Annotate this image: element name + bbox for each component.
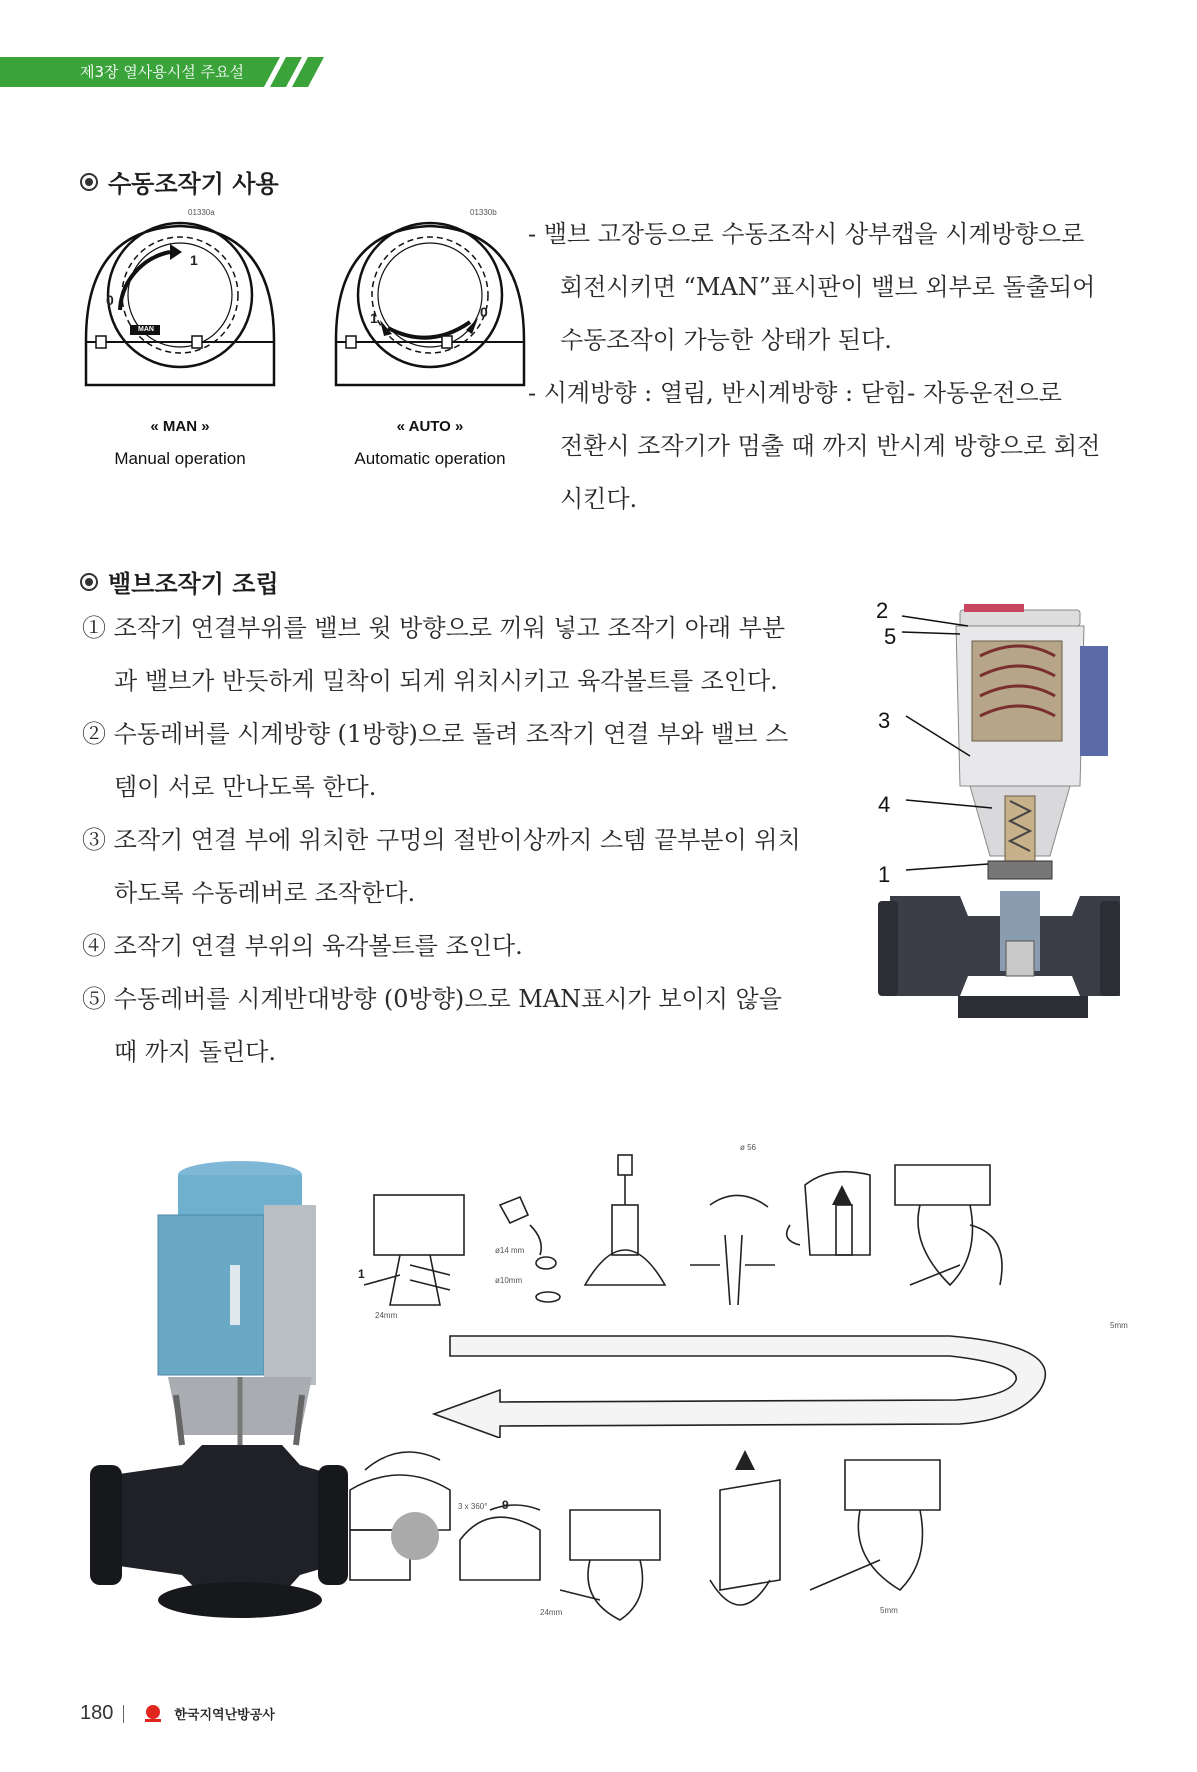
paragraph-line: 전환시 조작기가 멈출 때 까지 반시계 방향으로 회전 [560,432,1101,460]
step-line: 과 밸브가 반듯하게 밀착이 되게 위치시키고 육각볼트를 조인다. [114,667,778,695]
paragraph-line: 시킨다. [560,485,638,513]
valve-cutaway-figure [860,596,1130,1026]
paragraph-line: - 밸브 고장등으로 수동조작시 상부캡을 시계방향으로 [528,220,1085,248]
callout-2: 2 [876,598,889,623]
callout-3: 3 [878,708,891,733]
dim-label: ø 56 [740,1143,757,1152]
actuator-valve-illustration [72,1145,352,1625]
section-heading-assembly [80,564,279,599]
return-arrow-icon [420,1328,1080,1438]
manual-dial-icon [80,210,280,410]
dial-mark-1: 1 [190,252,198,268]
man-badge: MAN [138,326,154,333]
dial-mark-0: 0 [106,292,114,308]
dial-auto-figure [330,210,530,410]
dim-label: 24mm [540,1608,563,1617]
step-line: ③ 조작기 연결 부에 위치한 구멍의 절반이상까지 스템 끝부분이 위치 [82,826,801,854]
dial-man-figure [80,210,280,410]
assembly-steps-top-row [350,1145,1140,1345]
step-line: ② 수동레버를 시계방향 (1방향)으로 돌려 조작기 연결 부와 밸브 스 [82,720,789,748]
dial-code: 01330a [188,208,215,217]
section-heading-manual [80,164,279,199]
automatic-dial-icon [330,210,530,410]
paragraph-line: 수동조작이 가능한 상태가 된다. [560,326,892,354]
callout-5: 5 [884,624,897,649]
step-line: 하도록 수동레버로 조작한다. [114,879,416,907]
callout-1: 1 [878,862,891,887]
callout-4: 4 [878,792,891,817]
bullet-icon [80,573,98,591]
dim-label: 5mm [1110,1321,1128,1330]
dim-label: 24mm [375,1311,398,1320]
footer-divider [123,1705,124,1723]
actuator-product-photo [72,1145,352,1625]
valve-cutaway-illustration [860,596,1130,1026]
section-title: 수동조작기 사용 [108,170,279,198]
step-number: 1 [358,1267,365,1281]
rotation-label: 3 x 360° [458,1502,488,1511]
dial-man-caption [65,418,295,469]
chapter-band [0,57,258,111]
org-logo-icon [142,1703,164,1725]
step-line: ① 조작기 연결부위를 밸브 윗 방향으로 끼워 넣고 조작기 아래 부분 [82,614,786,642]
dial-auto-caption [315,418,545,469]
dial-code: 01330b [470,208,497,217]
step-line: 때 까지 돌린다. [114,1038,276,1066]
dial-mode-label: « AUTO » [396,418,464,435]
dim-label: ø10mm [495,1276,523,1285]
dim-label: ø14 mm [495,1246,525,1255]
paragraph-line: - 시계방향 : 열림, 반시계방향 : 닫힘- 자동운전으로 [528,379,1062,407]
dial-desc-label: Manual operation [114,449,246,468]
page-number: 180 [80,1702,114,1724]
assembly-steps-bottom-row [340,1440,1140,1640]
dial-mark-1: 1 [370,310,378,326]
dial-mode-label: « MAN » [150,418,210,435]
step-line: 템이 서로 만나도록 한다. [114,773,377,801]
step-line: ⑤ 수동레버를 시계반대방향 (0방향)으로 MAN표시가 보이지 않을 [82,985,782,1013]
manual-usage-paragraph [528,208,1108,526]
bullet-icon [80,173,98,191]
assembly-sketch-bottom [340,1440,1140,1640]
dial-mark-0: 0 [480,304,488,320]
org-name: 한국지역난방공사 [174,1708,275,1723]
page-footer [80,1702,275,1725]
paragraph-line: 회전시키면 “MAN”표시판이 밸브 외부로 돌출되어 [560,273,1096,301]
step-number: 9 [502,1498,509,1512]
step-line: ④ 조작기 연결 부위의 육각볼트를 조인다. [82,932,523,960]
assembly-sketch-top [350,1145,1140,1345]
band-stripes [258,57,348,87]
dial-desc-label: Automatic operation [354,449,506,468]
dim-label: 5mm [880,1606,898,1615]
assembly-steps [82,602,842,1079]
section-title: 밸브조작기 조립 [108,570,279,598]
chapter-label: 제3장 열사용시설 주요설비 [80,63,244,111]
